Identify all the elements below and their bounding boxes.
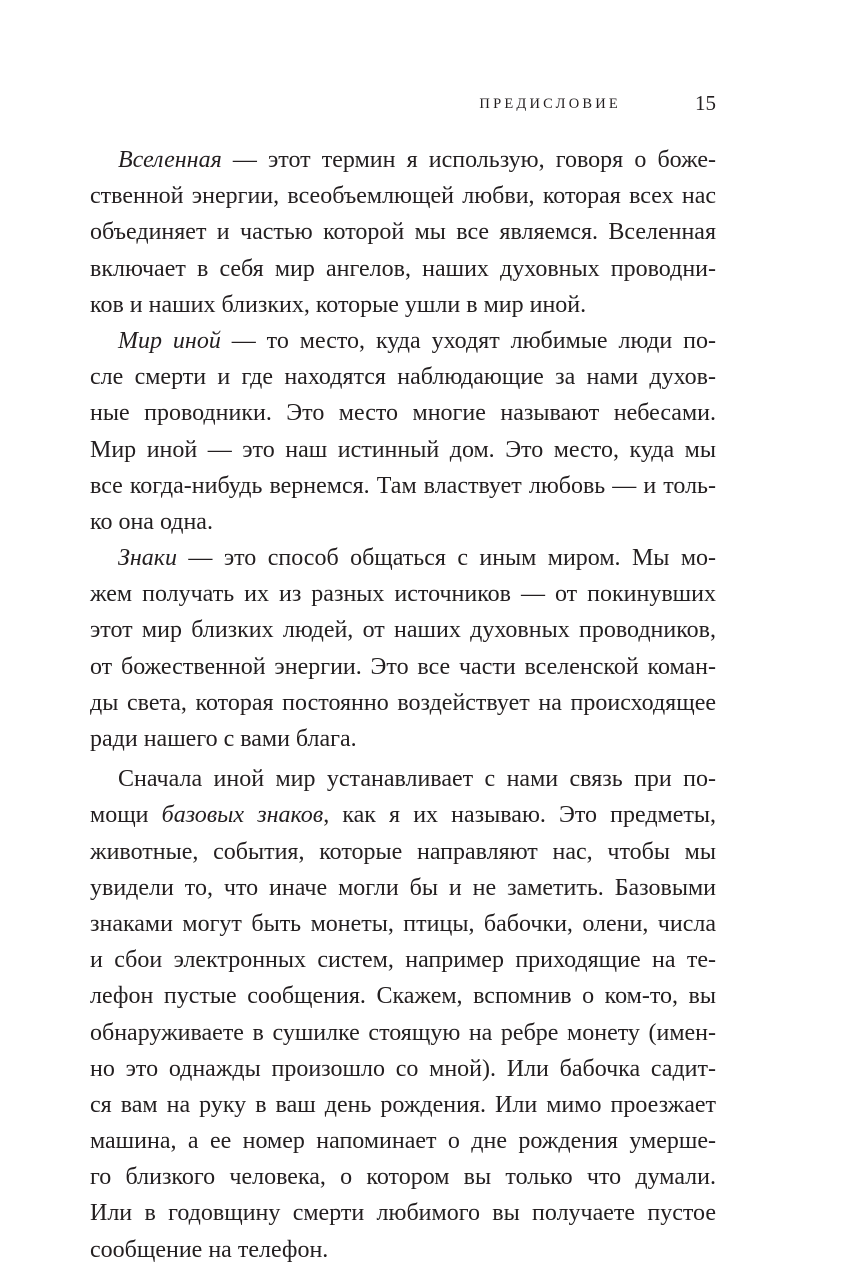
text-line: го близкого человека, о котором вы только что думали.	[90, 1164, 716, 1191]
text-line: жем получать их из разных источников — от покинувших	[90, 581, 716, 608]
text-line: знаками могут быть монеты, птицы, бабочки, олени, числа	[90, 910, 716, 937]
section-title: ПРЕДИСЛОВИЕ	[479, 96, 621, 112]
text-line: машина, а ее номер напоминает о дне рождения умерше-	[90, 1128, 716, 1155]
text-line: ственной энергии, всеобъемлющей любви, которая всех нас	[90, 183, 716, 210]
text-line: этот мир близких людей, от наших духовных проводников,	[90, 617, 716, 644]
text-line: животные, события, которые направляют нас, чтобы мы	[90, 838, 716, 865]
text-line: ко она одна.	[90, 508, 213, 535]
text-line: ды света, которая постоянно воздействует на происходящее	[90, 689, 716, 716]
text-line: Мир иной — это наш истинный дом. Это место, куда мы	[90, 436, 716, 463]
text-line: сле смерти и где находятся наблюдающие за нами духов-	[90, 364, 716, 391]
text-line: лефон пустые сообщения. Скажем, вспомнив о ком-то, вы	[90, 983, 716, 1010]
text-line: Вселенная — этот термин я использую, говоря о боже-	[118, 147, 716, 173]
text-line: ков и наших близких, которые ушли в мир иной.	[90, 291, 587, 318]
text-line: ся вам на руку в ваш день рождения. Или мимо проезжает	[90, 1091, 716, 1118]
text-line: ные проводники. Это место многие называют небесами.	[90, 400, 716, 427]
term-italic: базовых знаков	[161, 802, 324, 829]
text-line: от божественной энергии. Это все части вселенской коман-	[90, 653, 716, 680]
text-line: Знаки — это способ общаться с иным миром. Мы мо-	[118, 545, 716, 572]
term-italic: Знаки	[118, 545, 178, 572]
text-line: сообщение на телефон.	[90, 1236, 329, 1263]
text-line: все когда-нибудь вернемся. Там властвует любовь — и толь-	[90, 472, 716, 499]
text-line: Мир иной — то место, куда уходят любимые люди по-	[118, 327, 716, 354]
term-italic: Мир иной	[118, 327, 221, 354]
text-line: Или в годовщину смерти любимого вы получаете пустое	[90, 1200, 716, 1227]
running-head	[90, 92, 716, 116]
text-line: увидели то, что иначе могли бы и не заметить. Базовыми	[90, 874, 716, 901]
text-line: но это однажды произошло со мной). Или бабочка садит-	[90, 1055, 716, 1082]
text-line: Сначала иной мир устанавливает с нами связь при по-	[118, 766, 716, 793]
text-line: и сбои электронных систем, например приходящие на те-	[90, 947, 716, 974]
text-line: включает в себя мир ангелов, наших духовных проводни-	[90, 255, 716, 282]
text-line: ради нашего с вами блага.	[90, 726, 357, 752]
text-line: объединяет и частью которой мы все являемся. Вселенная	[90, 219, 716, 246]
page-number: 15	[695, 91, 716, 115]
text-line: мощи базовых знаков, как я их называю. Это предметы,	[90, 802, 716, 829]
term-italic: Вселенная	[118, 147, 222, 173]
body-text	[90, 142, 716, 1268]
text-line: обнаруживаете в сушилке стоящую на ребре монету (имен-	[90, 1019, 716, 1046]
